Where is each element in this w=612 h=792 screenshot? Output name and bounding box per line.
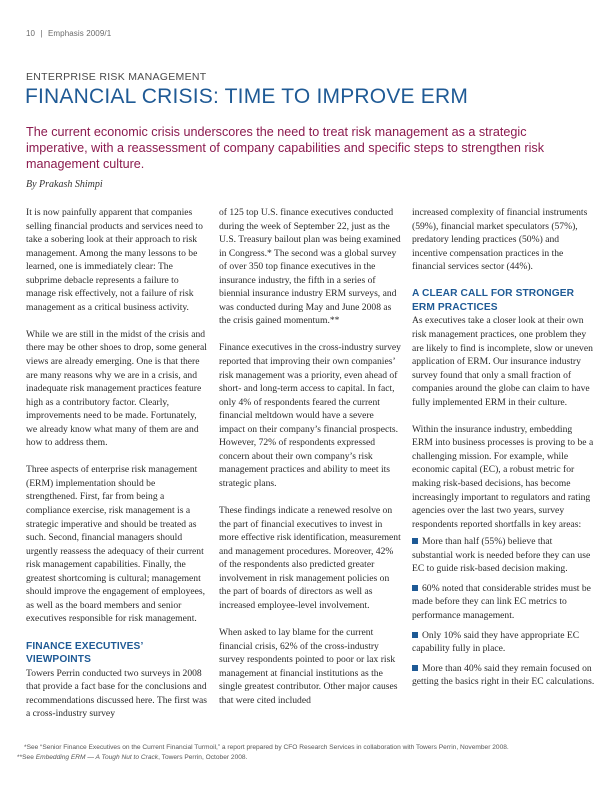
page-header xyxy=(26,29,111,38)
bullet-item xyxy=(412,629,595,656)
header-separator: | xyxy=(40,29,43,38)
bullet-text: Only 10% said they have appropriate EC capability fully in place. xyxy=(412,629,580,655)
paragraph: Three aspects of enterprise risk management (ERM) implementation should be strengthened. First, far from being a compliance exercise, risk management is a strategic imperative and should be treated as such. Second, financial managers should urgently reassess the adequacy of their current risk management capabilities. Finally, the greatest shortcoming is cultural; management should improve the engagement of employees, as well as the board members and senior executives responsible for risk management. xyxy=(26,464,206,625)
bullet-text: 60% noted that considerable strides must be made before they can link EC metrics to performance management. xyxy=(412,582,591,621)
footnote-2-title: Embedding ERM — A Tough Nut to Crack xyxy=(35,754,159,761)
square-bullet-icon xyxy=(412,585,418,591)
paragraph: It is now painfully apparent that companies selling financial products and services need to take a sobering look at their approach to risk management. Among the many lessons to be learned, one is immediately clear: The subprime debacle represents a failure to manage risk effectively, not a failure of risk management as a critical business activity. xyxy=(26,207,203,313)
bullet-text: More than 40% said they remain focused on getting the basics right in their EC calculations. xyxy=(412,662,595,688)
footnote-2-suffix: , Towers Perrin, October 2008. xyxy=(158,754,248,761)
footnotes xyxy=(17,743,509,763)
byline: By Prakash Shimpi xyxy=(26,179,103,190)
paragraph: Towers Perrin conducted two surveys in 2008 that provide a fact base for the conclusions and recommendations discussed here. The first was a cross-industry survey xyxy=(26,667,207,720)
paragraph: increased complexity of financial instruments (59%), financial market speculators (57%), predatory lending practices (50%) and incentive compensation practices in the financial services sector (44%). xyxy=(412,207,588,273)
bullet-item xyxy=(412,582,595,623)
article-title: FINANCIAL CRISIS: TIME TO IMPROVE ERM xyxy=(25,85,469,108)
footnote-2 xyxy=(17,753,509,763)
article-deck: The current economic crisis underscores the need to treat risk management as a strategic imperative, with a reassessment of company capabilities and specific steps to strengthen risk management culture. xyxy=(26,125,544,171)
bullet-item xyxy=(412,662,595,689)
paragraph: These findings indicate a renewed resolve on the part of financial executives to invest in more effective risk identification, measurement and management procedures. Moreover, 42% of the respondents also predicted greater involvement in risk management policies on the part of boards of directors as well as increased employee-level involvement. xyxy=(219,505,401,611)
bullet-text: More than half (55%) believe that substantial work is needed before they can use EC to guide risk-based decision making. xyxy=(412,536,591,575)
paragraph: of 125 top U.S. finance executives conducted during the week of September 22, just as the U.S. Treasury bailout plan was being examined in Congress.* The second was a global survey of over 350 top finance executives in the insurance industry, the fifth in a series of biennial insurance industry ERM surveys, and was conducted during May and June 2008 as the crisis gained momentum.** xyxy=(219,207,401,327)
section-heading: A CLEAR CALL FOR STRONGER ERM PRACTICES xyxy=(412,288,575,313)
footnote-2-prefix: **See xyxy=(17,754,36,761)
paragraph: While we are still in the midst of the crisis and there may be other shoes to drop, some general views are already emerging. One is that there are many reasons why we are in a crisis, and inadequate risk management practices feature high as a contributory factor. Clearly, improvements need to be made. Fortunately, we already know what many of them are and how to address them. xyxy=(26,328,207,449)
paragraph: As executives take a closer look at their own risk management practices, one problem they are likely to find is incomplete, slow or uneven application of ERM. Our insurance industry survey found that only a small fraction of companies around the globe can claim to have fully implemented ERM in their culture. xyxy=(412,315,593,408)
column-3 xyxy=(412,206,595,695)
footnote-1: *See “Senior Finance Executives on the Current Financial Turmoil,” a report prepared by CFO Research Services in collaboration with Towers Perrin, November 2008. xyxy=(24,744,509,751)
page-number: 10 xyxy=(26,29,36,38)
bullet-item xyxy=(412,535,595,576)
section-heading: FINANCE EXECUTIVES’ VIEWPOINTS xyxy=(26,640,143,666)
column-1 xyxy=(26,206,209,734)
square-bullet-icon xyxy=(412,665,418,671)
column-2 xyxy=(219,206,402,721)
paragraph: When asked to lay blame for the current financial crisis, 62% of the cross-industry survey respondents pointed to poor or lax risk management at financial institutions as the single greatest contributor. Other major causes that were cited included xyxy=(219,626,398,706)
section-kicker: ENTERPRISE RISK MANAGEMENT xyxy=(26,71,207,83)
square-bullet-icon xyxy=(412,632,418,638)
publication-name: Emphasis 2009/1 xyxy=(47,29,112,38)
paragraph: Within the insurance industry, embedding ERM into business processes is proving to be a challenging mission. For example, while economic capital (EC), a robust metric for making risk-based decisions, has become increasingly important to regulators and rating agencies over the last two years, survey respondents reported shortfalls in key areas: xyxy=(412,423,594,530)
paragraph: Finance executives in the cross-industry survey reported that improving their own companies’ risk management was a priority, even ahead of short- and long-term access to capital. In fact, only 4% of respondents feared the current financial meltdown would have a severe impact on their company’s financial prospects. However, 72% of respondents expressed concern about their own company’s risk management practices and ability to meet its strategic plans. xyxy=(219,342,401,489)
square-bullet-icon xyxy=(412,538,418,544)
